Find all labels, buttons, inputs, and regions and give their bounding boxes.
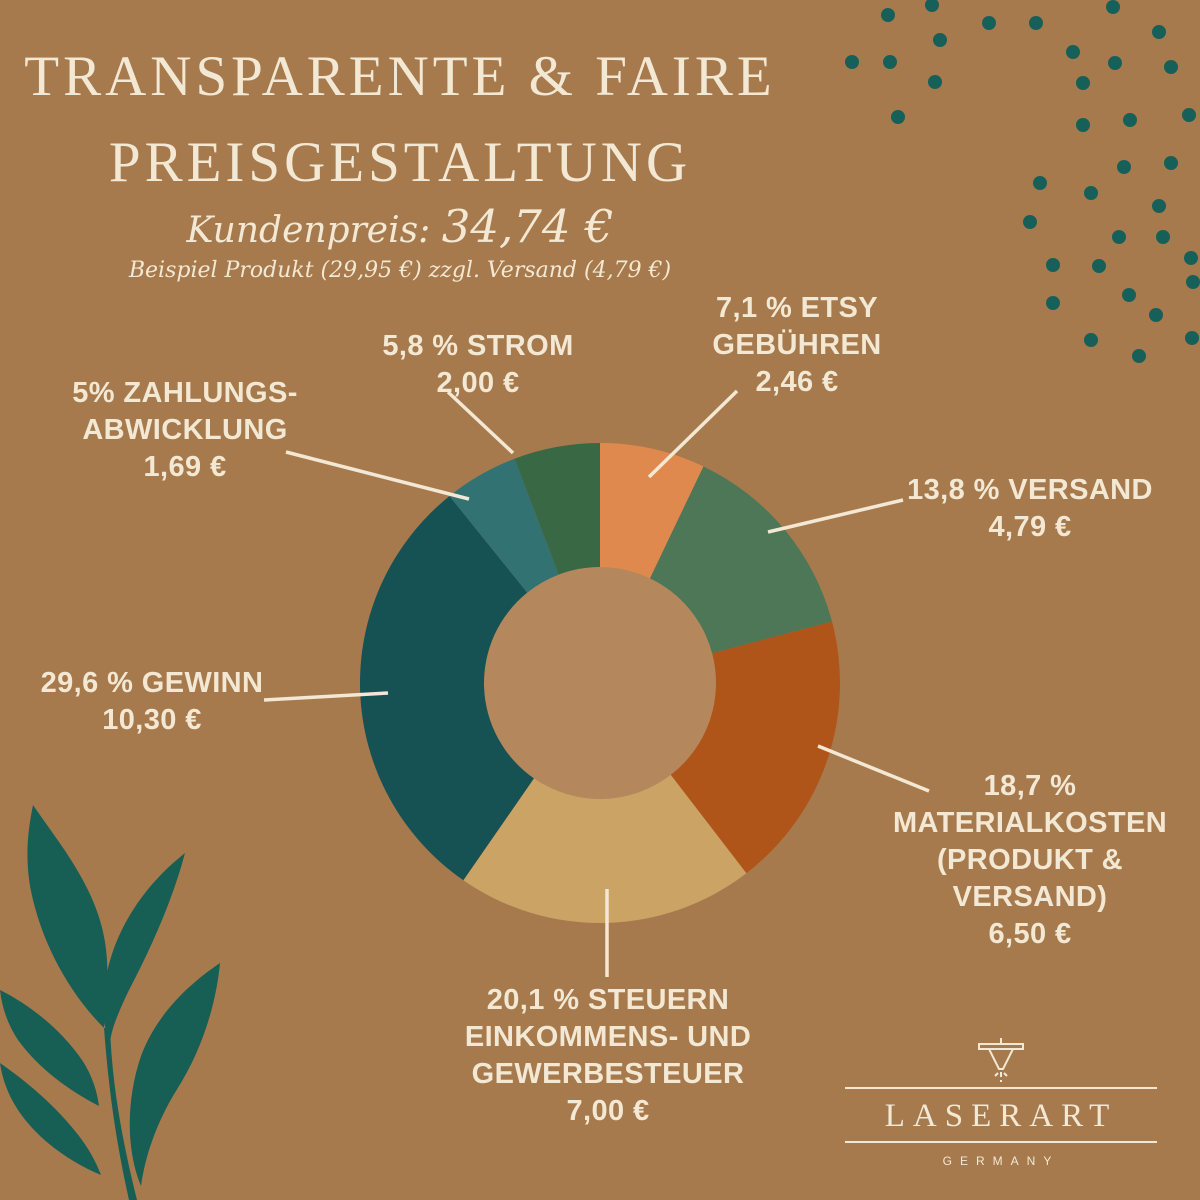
teal-dot bbox=[1076, 76, 1090, 90]
label-value: 2,46 € bbox=[755, 366, 839, 398]
page-title-line1: TRANSPARENTE & FAIRE bbox=[24, 45, 776, 108]
label-steuern bbox=[428, 982, 788, 1130]
label-line: 29,6 % GEWINN bbox=[40, 667, 264, 699]
example-product-note: Beispiel Produkt (29,95 €) zzgl. Versand (4,79 €) bbox=[128, 258, 672, 283]
label-value: 1,69 € bbox=[143, 451, 227, 483]
label-versand bbox=[880, 472, 1180, 546]
teal-dot bbox=[933, 33, 947, 47]
teal-dot bbox=[982, 16, 996, 30]
label-value: 2,00 € bbox=[436, 367, 520, 399]
label-materialkosten bbox=[880, 768, 1180, 953]
teal-dot bbox=[1122, 288, 1136, 302]
label-line: VERSAND) bbox=[952, 881, 1108, 913]
label-line: GEBÜHREN bbox=[712, 329, 882, 361]
teal-dot bbox=[1149, 308, 1163, 322]
label-line: 5% ZAHLUNGS- bbox=[72, 377, 298, 409]
teal-dot bbox=[1023, 215, 1037, 229]
plant-leaf bbox=[130, 963, 220, 1186]
laser-head-icon bbox=[971, 1038, 1031, 1084]
teal-dot bbox=[1106, 0, 1120, 14]
customer-price-value: 34,74 € bbox=[441, 200, 614, 253]
teal-dot bbox=[1164, 60, 1178, 74]
label-value: 7,00 € bbox=[566, 1095, 650, 1127]
brand-logo bbox=[845, 1038, 1157, 1168]
label-gewinn bbox=[2, 665, 302, 739]
label-line: (PRODUKT & bbox=[936, 844, 1124, 876]
teal-dot bbox=[1084, 186, 1098, 200]
plant-leaves-decoration bbox=[0, 790, 300, 1200]
teal-dot bbox=[1029, 16, 1043, 30]
teal-dot bbox=[1033, 176, 1047, 190]
label-line: 5,8 % STROM bbox=[382, 330, 574, 362]
teal-dot bbox=[1112, 230, 1126, 244]
teal-dot bbox=[881, 8, 895, 22]
plant-leaf bbox=[27, 805, 107, 1028]
teal-dot bbox=[883, 55, 897, 69]
label-line: 18,7 % bbox=[983, 770, 1077, 802]
label-line: GEWERBESTEUER bbox=[471, 1058, 745, 1090]
label-strom bbox=[328, 328, 628, 402]
label-line: EINKOMMENS- UND bbox=[464, 1021, 752, 1053]
teal-dot bbox=[1164, 156, 1178, 170]
teal-dot bbox=[1066, 45, 1080, 59]
label-value: 10,30 € bbox=[102, 704, 202, 736]
teal-dot bbox=[1152, 199, 1166, 213]
teal-dot bbox=[1182, 108, 1196, 122]
teal-dot bbox=[1156, 230, 1170, 244]
label-zahlungsabwicklung bbox=[35, 375, 335, 486]
label-line: ABWICKLUNG bbox=[82, 414, 288, 446]
teal-dot bbox=[1076, 118, 1090, 132]
teal-dot bbox=[845, 55, 859, 69]
logo-brand-text: LASERART bbox=[884, 1098, 1118, 1134]
label-line: 20,1 % STEUERN bbox=[486, 984, 730, 1016]
teal-dot bbox=[1117, 160, 1131, 174]
label-line: 13,8 % VERSAND bbox=[907, 474, 1153, 506]
teal-dot bbox=[1046, 258, 1060, 272]
page-title-line2: PREISGESTALTUNG bbox=[108, 131, 692, 194]
teal-dot bbox=[1123, 113, 1137, 127]
logo-country-text: GERMANY bbox=[942, 1154, 1060, 1168]
teal-dot bbox=[891, 110, 905, 124]
teal-dot bbox=[1185, 331, 1199, 345]
customer-price-label: Kundenpreis: bbox=[186, 210, 431, 251]
teal-dot bbox=[1152, 25, 1166, 39]
teal-dot bbox=[1132, 349, 1146, 363]
teal-dot bbox=[1186, 275, 1200, 289]
label-line: 7,1 % ETSY bbox=[716, 292, 878, 324]
label-value: 4,79 € bbox=[988, 511, 1072, 543]
label-line: MATERIALKOSTEN bbox=[892, 807, 1168, 839]
teal-dot bbox=[1084, 333, 1098, 347]
label-value: 6,50 € bbox=[988, 918, 1072, 950]
label-etsy-fees bbox=[647, 290, 947, 401]
teal-dot bbox=[1108, 56, 1122, 70]
teal-dot bbox=[1092, 259, 1106, 273]
teal-dot bbox=[1184, 251, 1198, 265]
teal-dot bbox=[1046, 296, 1060, 310]
teal-dot bbox=[928, 75, 942, 89]
